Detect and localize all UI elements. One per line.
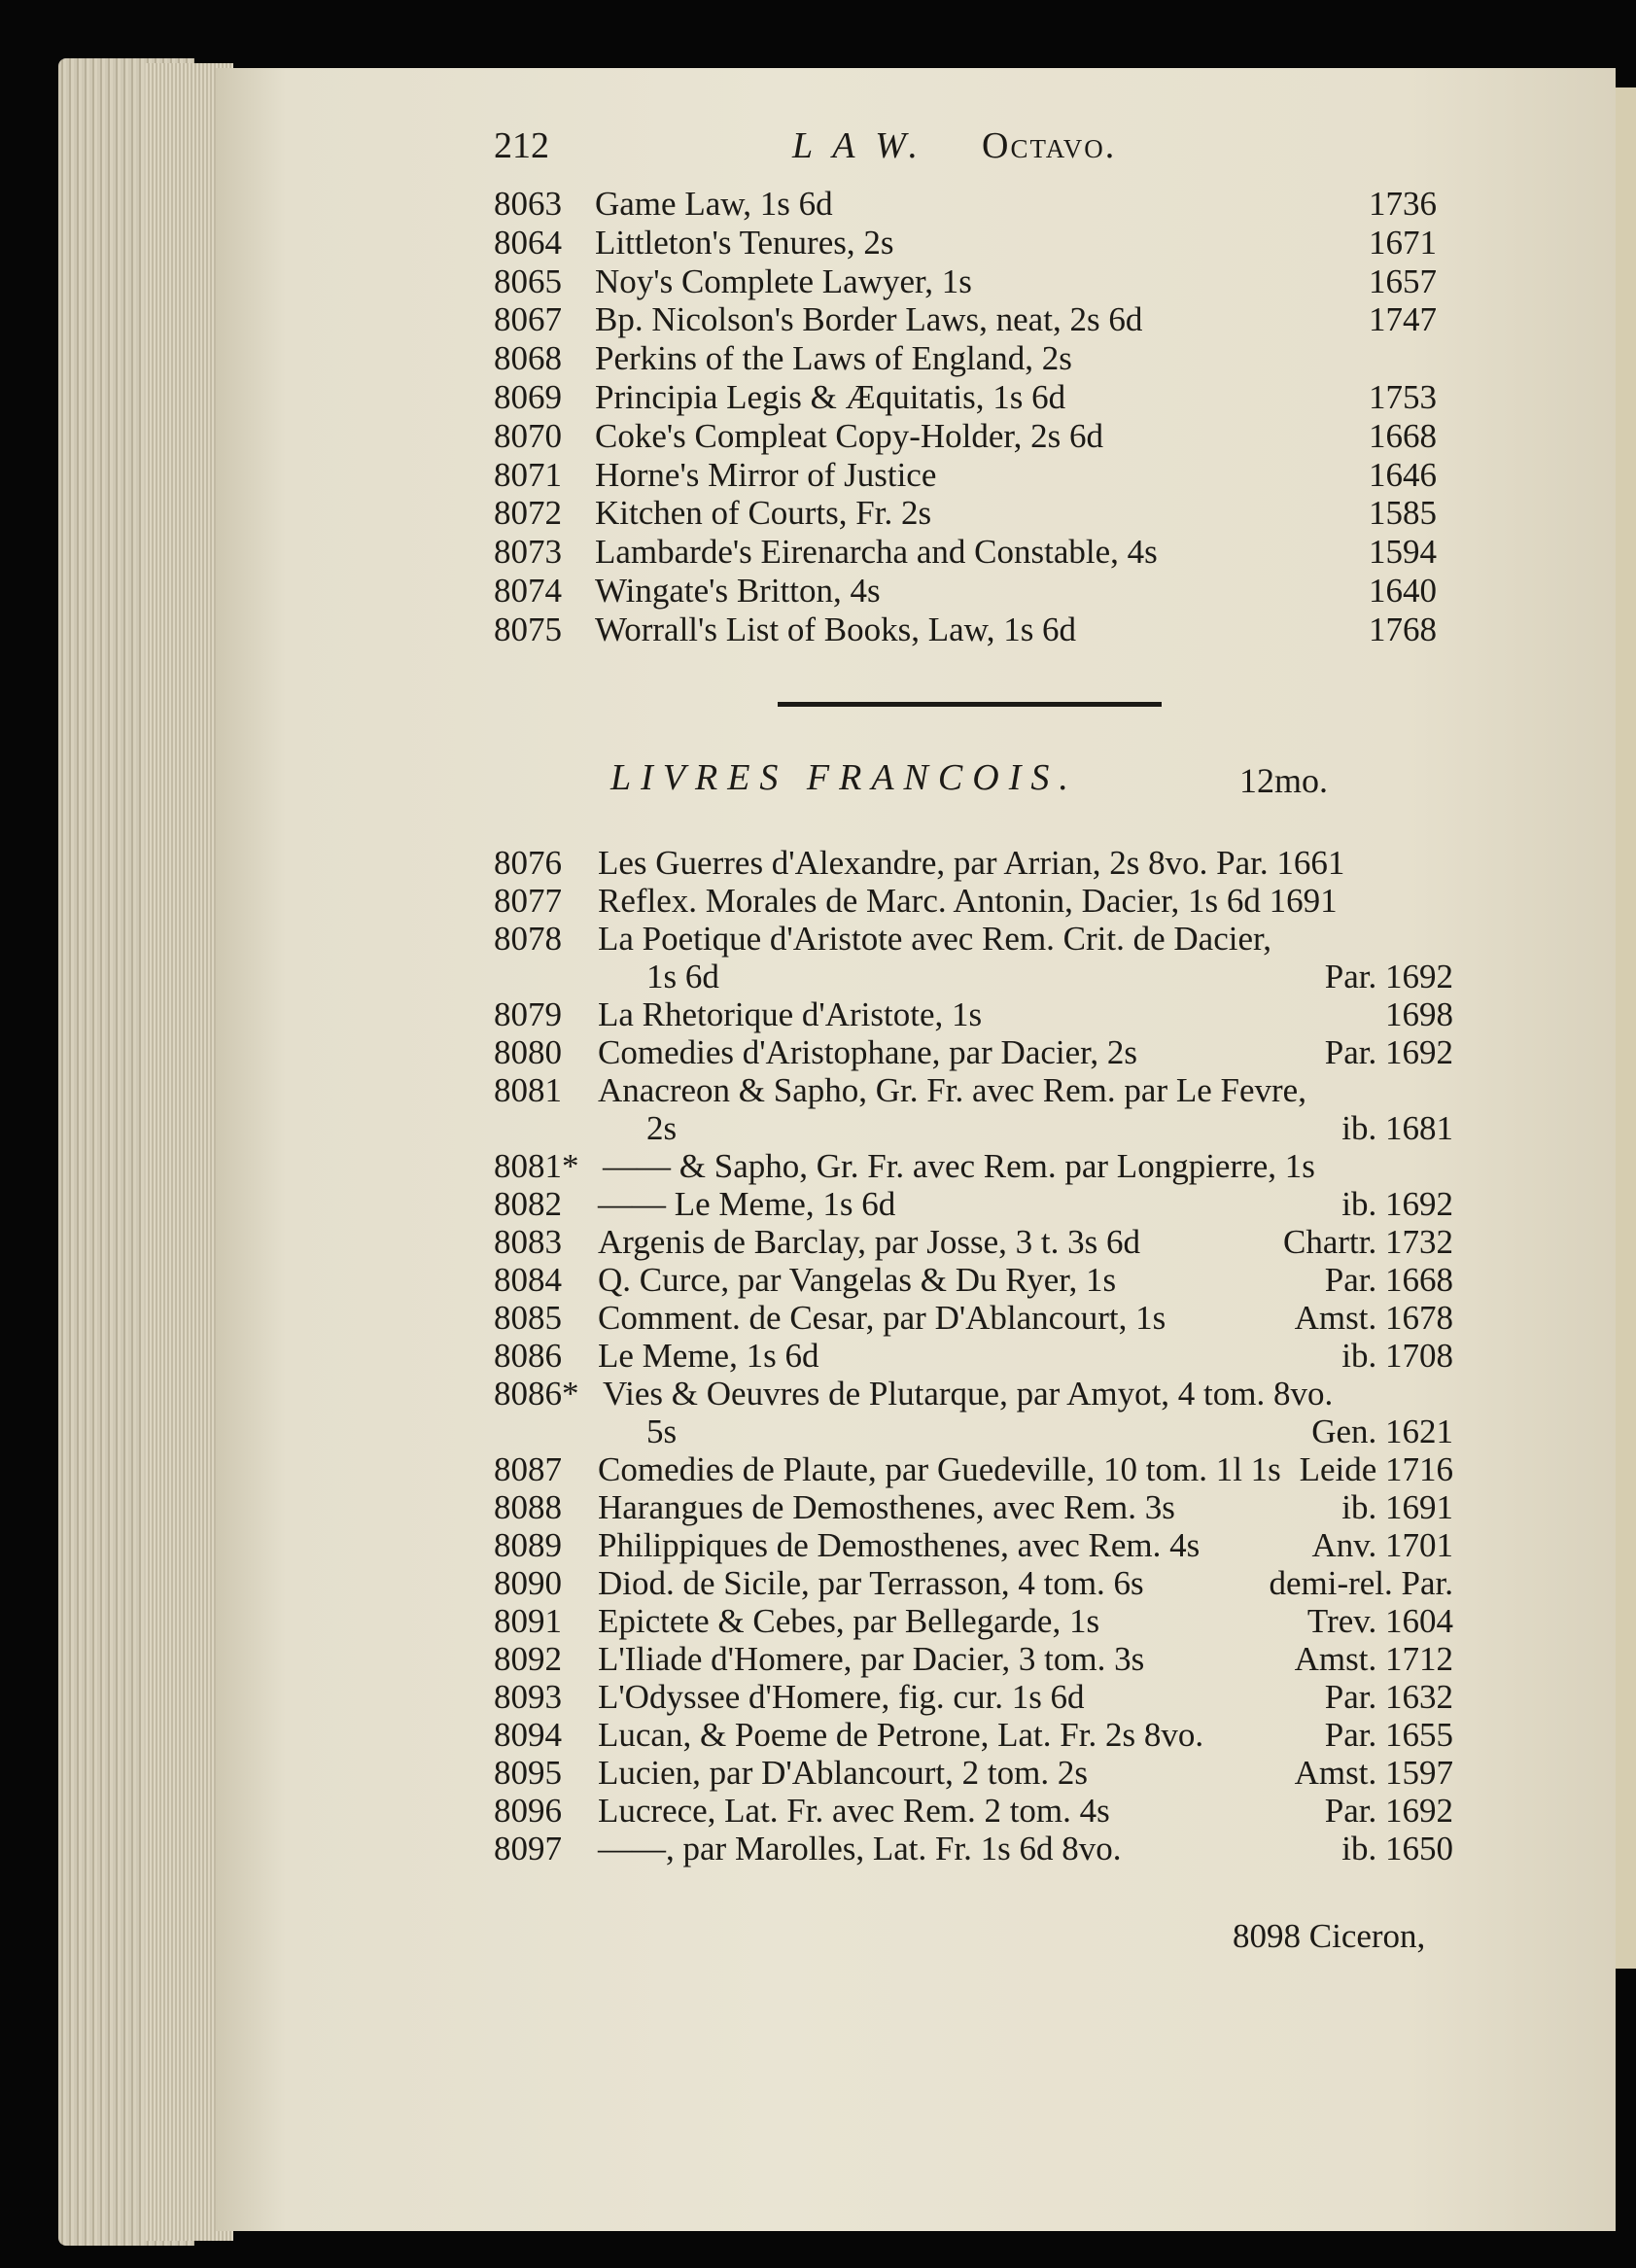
section-title: LIVRES FRANCOIS. (610, 757, 1078, 798)
entry-title: Comedies d'Aristophane, par Dacier, 2s (598, 1033, 1138, 1071)
entry-title: Harangues de Demosthenes, avec Rem. 3s (598, 1488, 1175, 1526)
running-head-title: L A W. (792, 125, 923, 166)
entry-year: 1753 (1369, 378, 1437, 416)
entry-title: Epictete & Cebes, par Bellegarde, 1s (598, 1602, 1100, 1640)
entry-number: 8089 (494, 1526, 562, 1564)
entry-number: 8084 (494, 1261, 562, 1299)
entry-number: 8081* (494, 1147, 579, 1185)
entry-year: 1736 (1369, 185, 1437, 223)
entry-title: Coke's Compleat Copy-Holder, 2s 6d (595, 416, 1104, 455)
entry-title: Comedies de Plaute, par Guedeville, 10 tom. 1l 1s (598, 1450, 1281, 1488)
entry-number: 8090 (494, 1564, 562, 1602)
entry-number: 8082 (494, 1185, 562, 1223)
entry-number: 8080 (494, 1033, 562, 1071)
entry-title: Lucan, & Poeme de Petrone, Lat. Fr. 2s 8vo. (598, 1716, 1204, 1754)
entry-imprint: Chartr. 1732 (1283, 1223, 1453, 1261)
entry-number: 8093 (494, 1678, 562, 1716)
section-size: 12mo. (1239, 761, 1329, 800)
entry-title: Noy's Complete Lawyer, 1s (595, 262, 972, 300)
entry-title: Perkins of the Laws of England, 2s (595, 339, 1072, 378)
entry-number: 8063 (494, 185, 562, 223)
entry-number: 8079 (494, 995, 562, 1033)
entry-imprint: Leide 1716 (1299, 1450, 1453, 1488)
entry-number: 8068 (494, 339, 562, 378)
entry-title: L'Iliade d'Homere, par Dacier, 3 tom. 3s (598, 1640, 1145, 1678)
entry-title: Q. Curce, par Vangelas & Du Ryer, 1s (598, 1261, 1117, 1299)
entry-number: 8078 (494, 920, 562, 958)
catchword: 8098 Ciceron, (1233, 1917, 1426, 1955)
entry-title: Bp. Nicolson's Border Laws, neat, 2s 6d (595, 300, 1143, 339)
entry-number: 8097 (494, 1830, 562, 1867)
page-number: 212 (494, 125, 549, 166)
entry-number: 8086* (494, 1375, 579, 1413)
entry-number: 8085 (494, 1299, 562, 1337)
entry-number: 8092 (494, 1640, 562, 1678)
entry-number: 8096 (494, 1792, 562, 1830)
entry-title: Wingate's Britton, 4s (595, 572, 881, 610)
entry-title: Anacreon & Sapho, Gr. Fr. avec Rem. par Le Fevre, (598, 1071, 1306, 1109)
entry-imprint: ib. 1692 (1341, 1185, 1453, 1223)
entry-title: Game Law, 1s 6d (595, 185, 833, 223)
entry-number: 8086 (494, 1337, 562, 1375)
entry-number: 8073 (494, 533, 562, 572)
entry-imprint: Par. 1655 (1324, 1716, 1453, 1754)
entry-imprint: Trev. 1604 (1306, 1602, 1453, 1640)
entry-imprint: ib. 1650 (1341, 1830, 1453, 1867)
entry-title: —— & Sapho, Gr. Fr. avec Rem. par Longpierre, 1s (603, 1147, 1315, 1185)
entry-imprint: Par. 1632 (1324, 1678, 1453, 1716)
entry-year: 1585 (1369, 494, 1437, 533)
entry-title: Principia Legis & Æquitatis, 1s 6d (595, 378, 1066, 416)
entry-title: Kitchen of Courts, Fr. 2s (595, 494, 932, 533)
entry-title: Argenis de Barclay, par Josse, 3 t. 3s 6d (598, 1223, 1140, 1261)
entry-price-continuation: 2s (646, 1109, 678, 1147)
entry-title: Vies & Oeuvres de Plutarque, par Amyot, 4 tom. 8vo. (603, 1375, 1334, 1413)
entry-price-continuation: 1s 6d (646, 958, 719, 995)
entry-imprint: Par. 1668 (1324, 1261, 1453, 1299)
entry-year: 1671 (1369, 223, 1437, 262)
entry-imprint: Amst. 1712 (1294, 1640, 1453, 1678)
running-head-format: Octavo. (982, 125, 1117, 166)
entry-imprint: 1698 (1385, 995, 1453, 1033)
entry-title: Reflex. Morales de Marc. Antonin, Dacier, 1s 6d 1691 (598, 882, 1338, 920)
entry-title: Le Meme, 1s 6d (598, 1337, 819, 1375)
entry-number: 8095 (494, 1754, 562, 1792)
entry-title: Diod. de Sicile, par Terrasson, 4 tom. 6s (598, 1564, 1144, 1602)
entry-imprint: Par. 1692 (1324, 1033, 1453, 1071)
entry-number: 8081 (494, 1071, 562, 1109)
entry-year: 1657 (1369, 262, 1437, 300)
entry-number: 8088 (494, 1488, 562, 1526)
entry-number: 8076 (494, 844, 562, 882)
entry-imprint: Amst. 1597 (1294, 1754, 1453, 1792)
entry-number: 8075 (494, 610, 562, 648)
entry-imprint: Gen. 1621 (1311, 1413, 1453, 1450)
entry-year: 1640 (1369, 572, 1437, 610)
entry-year: 1747 (1369, 300, 1437, 339)
entry-imprint: ib. 1681 (1341, 1109, 1453, 1147)
entry-year: 1768 (1369, 610, 1437, 648)
entry-title: La Poetique d'Aristote avec Rem. Crit. de Dacier, (598, 920, 1272, 958)
entry-number: 8072 (494, 494, 562, 533)
entry-number: 8069 (494, 378, 562, 416)
entry-number: 8067 (494, 300, 562, 339)
entry-number: 8087 (494, 1450, 562, 1488)
entry-number: 8083 (494, 1223, 562, 1261)
entry-imprint: Anv. 1701 (1311, 1526, 1453, 1564)
entry-number: 8071 (494, 455, 562, 494)
entry-title: Lucrece, Lat. Fr. avec Rem. 2 tom. 4s (598, 1792, 1110, 1830)
entry-number: 8070 (494, 416, 562, 455)
entry-number: 8065 (494, 262, 562, 300)
entry-title: Philippiques de Demosthenes, avec Rem. 4s (598, 1526, 1201, 1564)
entry-year: 1668 (1369, 416, 1437, 455)
entry-title: Horne's Mirror of Justice (595, 455, 937, 494)
entry-imprint: Par. 1692 (1324, 1792, 1453, 1830)
entry-title: Littleton's Tenures, 2s (595, 223, 894, 262)
entry-title: ——, par Marolles, Lat. Fr. 1s 6d 8vo. (598, 1830, 1122, 1867)
entry-year: 1594 (1369, 533, 1437, 572)
entry-number: 8091 (494, 1602, 562, 1640)
entry-imprint: ib. 1691 (1341, 1488, 1453, 1526)
entry-number: 8077 (494, 882, 562, 920)
entry-title: Lucien, par D'Ablancourt, 2 tom. 2s (598, 1754, 1088, 1792)
entry-number: 8094 (494, 1716, 562, 1754)
entry-title: La Rhetorique d'Aristote, 1s (598, 995, 983, 1033)
entry-title: Les Guerres d'Alexandre, par Arrian, 2s 8vo. Par. 1661 (598, 844, 1345, 882)
entry-title: Worrall's List of Books, Law, 1s 6d (595, 610, 1077, 648)
entry-year: 1646 (1369, 455, 1437, 494)
entry-number: 8074 (494, 572, 562, 610)
entry-imprint: demi-rel. Par. (1269, 1564, 1453, 1602)
entry-title: Lambarde's Eirenarcha and Constable, 4s (595, 533, 1158, 572)
entry-title: —— Le Meme, 1s 6d (598, 1185, 896, 1223)
entry-title: L'Odyssee d'Homere, fig. cur. 1s 6d (598, 1678, 1085, 1716)
entry-title: Comment. de Cesar, par D'Ablancourt, 1s (598, 1299, 1166, 1337)
section-divider-rule (778, 702, 1162, 707)
entry-imprint: Amst. 1678 (1294, 1299, 1453, 1337)
entry-number: 8064 (494, 223, 562, 262)
entry-imprint: ib. 1708 (1341, 1337, 1453, 1375)
entry-imprint: Par. 1692 (1324, 958, 1453, 995)
entry-price-continuation: 5s (646, 1413, 678, 1450)
